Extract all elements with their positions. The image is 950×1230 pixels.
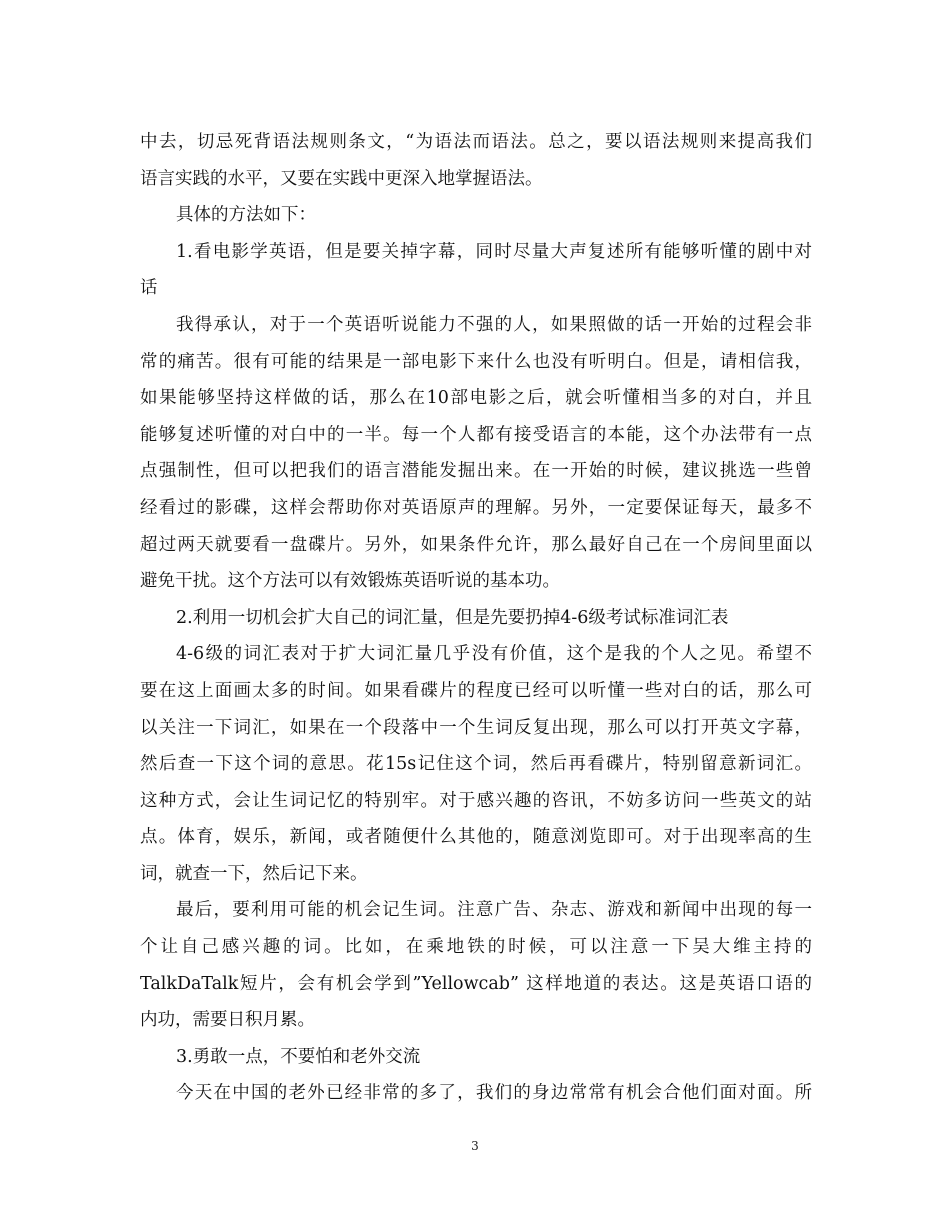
text-line: TalkDaTalk短片，会有机会学到”Yellowcab” 这样地道的表达。这是英语口语的 [140, 973, 812, 994]
text-line: 要在这上面画太多的时间。如果看碟片的程度已经可以听懂一些对白的话，那么可 [140, 680, 812, 701]
text-line: 话 [140, 278, 158, 299]
text-line: 2.利用一切机会扩大自己的词汇量，但是先要扔掉4-6级考试标准词汇表 [176, 607, 729, 628]
text-line: 超过两天就要看一盘碟片。另外，如果条件允许，那么最好自己在一个房间里面以 [140, 534, 812, 555]
text-line: 点。体育，娱乐，新闻，或者随便什么其他的，随意浏览即可。对于出现率高的生 [140, 827, 812, 848]
text-line: 1.看电影学英语，但是要关掉字幕，同时尽量大声复述所有能够听懂的剧中对 [176, 241, 812, 262]
text-line: 如果能够坚持这样做的话，那么在10部电影之后，就会听懂相当多的对白，并且 [140, 388, 812, 409]
text-line: 常的痛苦。很有可能的结果是一部电影下来什么也没有听明白。但是，请相信我， [140, 351, 812, 372]
text-line: 能够复述听懂的对白中的一半。每一个人都有接受语言的本能，这个办法带有一点 [140, 424, 812, 445]
page-number: 3 [471, 1139, 479, 1153]
body-text [140, 124, 812, 1112]
text-line: 语言实践的水平，又要在实践中更深入地掌握语法。 [140, 168, 543, 189]
text-line: 点强制性，但可以把我们的语言潜能发掘出来。在一开始的时候，建议挑选一些曾 [140, 461, 812, 482]
text-line: 词，就查一下，然后记下来。 [140, 863, 368, 884]
text-line: 以关注一下词汇，如果在一个段落中一个生词反复出现，那么可以打开英文字幕， [140, 717, 812, 738]
text-line: 我得承认，对于一个英语听说能力不强的人，如果照做的话一开始的过程会非 [176, 314, 812, 335]
text-line: 经看过的影碟，这样会帮助你对英语原声的理解。另外，一定要保证每天，最多不 [140, 497, 812, 518]
text-line: 具体的方法如下： [176, 205, 316, 226]
text-line: 4-6级的词汇表对于扩大词汇量几乎没有价值，这个是我的个人之见。希望不 [176, 644, 812, 665]
text-line: 内功，需要日积月累。 [140, 1010, 315, 1031]
text-line: 避免干扰。这个方法可以有效锻炼英语听说的基本功。 [140, 571, 560, 592]
text-line: 这种方式，会让生词记忆的特别牢。对于感兴趣的咨讯，不妨多访问一些英文的站 [140, 790, 812, 811]
text-line: 个让自己感兴趣的词。比如，在乘地铁的时候，可以注意一下吴大维主持的 [140, 937, 812, 958]
text-line: 最后，要利用可能的机会记生词。注意广告、杂志、游戏和新闻中出现的每一 [176, 900, 812, 921]
text-line: 中去，切忌死背语法规则条文，“为语法而语法。总之，要以语法规则来提高我们 [140, 132, 812, 152]
text-line: 3.勇敢一点，不要怕和老外交流 [176, 1046, 421, 1067]
text-line: 今天在中国的老外已经非常的多了，我们的身边常常有机会合他们面对面。所 [176, 1083, 812, 1104]
text-line: 然后查一下这个词的意思。花15s记住这个词，然后再看碟片，特别留意新词汇。 [140, 754, 812, 775]
